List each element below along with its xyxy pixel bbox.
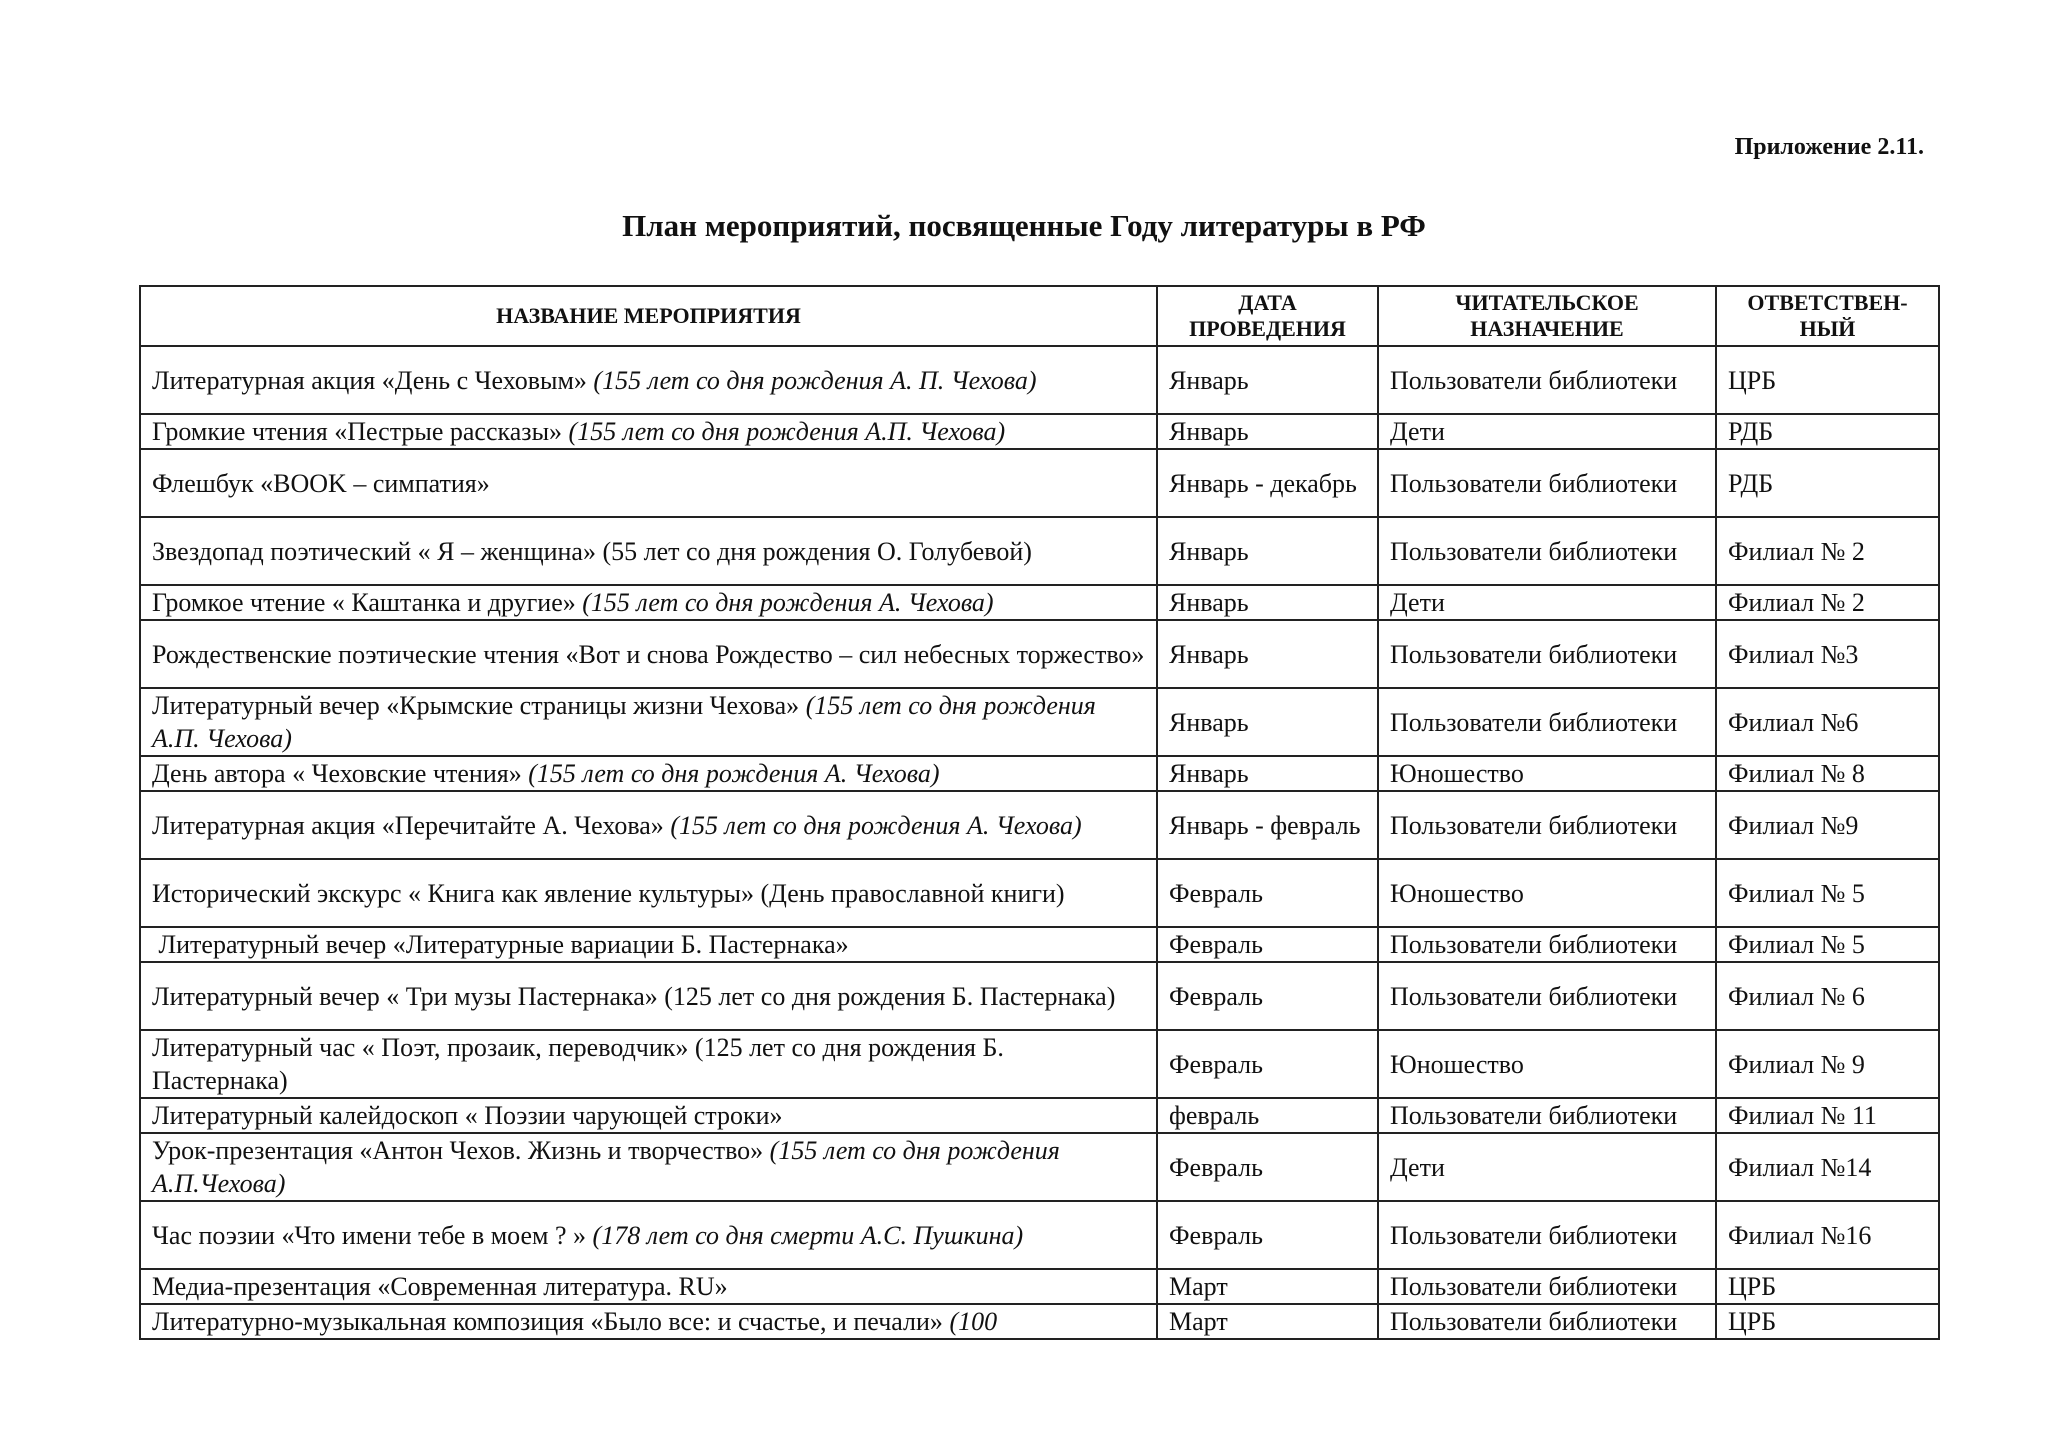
event-name: Флешбук «BOOK – симпатия» bbox=[152, 468, 490, 498]
event-name: Час поэзии «Что имени тебе в моем ? » bbox=[152, 1220, 587, 1250]
event-note: (100 bbox=[949, 1307, 998, 1336]
table-row bbox=[140, 927, 1939, 962]
event-responsible: ЦРБ bbox=[1716, 1269, 1939, 1304]
event-note: (155 лет со дня рождения А. Чехова) bbox=[528, 759, 940, 788]
event-note: (155 лет со дня рождения А.П. Чехова) bbox=[152, 691, 1096, 753]
event-responsible: ЦРБ bbox=[1716, 346, 1939, 414]
table-row bbox=[140, 962, 1939, 1030]
event-date: Февраль bbox=[1157, 1201, 1378, 1269]
event-name-cell bbox=[140, 756, 1157, 791]
event-responsible: Филиал № 2 bbox=[1716, 517, 1939, 585]
event-date: Февраль bbox=[1157, 1030, 1378, 1098]
event-responsible: Филиал №6 bbox=[1716, 688, 1939, 756]
event-name-cell bbox=[140, 1030, 1157, 1098]
event-responsible: Филиал №3 bbox=[1716, 620, 1939, 688]
table-row bbox=[140, 585, 1939, 620]
event-note: (155 лет со дня рождения А.П. Чехова) bbox=[568, 417, 1006, 446]
event-date: Январь bbox=[1157, 756, 1378, 791]
event-name: Громкие чтения «Пестрые рассказы» bbox=[152, 417, 563, 446]
event-note: (155 лет со дня рождения А.П.Чехова) bbox=[152, 1136, 1060, 1198]
table-row bbox=[140, 1133, 1939, 1201]
event-date: Февраль bbox=[1157, 927, 1378, 962]
event-audience: Пользователи библиотеки bbox=[1378, 620, 1716, 688]
table-row bbox=[140, 1304, 1939, 1339]
event-name-cell bbox=[140, 620, 1157, 688]
event-responsible: ЦРБ bbox=[1716, 1304, 1939, 1339]
event-name-cell bbox=[140, 1304, 1157, 1339]
event-name-cell bbox=[140, 414, 1157, 449]
event-name-cell bbox=[140, 1201, 1157, 1269]
table-row bbox=[140, 346, 1939, 414]
event-name: Литературный калейдоскоп « Поэзии чарующей строки» bbox=[152, 1101, 783, 1130]
page-title: План мероприятий, посвященные Году литературы в РФ bbox=[622, 208, 1426, 243]
events-table bbox=[139, 285, 1940, 1340]
event-responsible: Филиал № 5 bbox=[1716, 859, 1939, 927]
event-name-cell bbox=[140, 791, 1157, 859]
event-name-cell bbox=[140, 1133, 1157, 1201]
event-audience: Пользователи библиотеки bbox=[1378, 927, 1716, 962]
header-event-name: НАЗВАНИЕ МЕРОПРИЯТИЯ bbox=[140, 286, 1157, 346]
event-audience: Пользователи библиотеки bbox=[1378, 1269, 1716, 1304]
event-audience: Пользователи библиотеки bbox=[1378, 449, 1716, 517]
table-row bbox=[140, 517, 1939, 585]
event-name-cell bbox=[140, 449, 1157, 517]
event-note: (155 лет со дня рождения А. Чехова) bbox=[670, 810, 1082, 840]
table-row bbox=[140, 1030, 1939, 1098]
event-audience: Пользователи библиотеки bbox=[1378, 688, 1716, 756]
event-name: Литературная акция «Перечитайте А. Чехова» bbox=[152, 810, 664, 840]
event-date: Февраль bbox=[1157, 859, 1378, 927]
event-audience: Пользователи библиотеки bbox=[1378, 962, 1716, 1030]
event-note: (155 лет со дня рождения А. Чехова) bbox=[582, 588, 994, 617]
event-name-cell bbox=[140, 346, 1157, 414]
event-name-cell bbox=[140, 1098, 1157, 1133]
event-name: Литературный вечер «Крымские страницы жизни Чехова» bbox=[152, 691, 800, 720]
event-audience: Пользователи библиотеки bbox=[1378, 1098, 1716, 1133]
event-responsible: Филиал № 9 bbox=[1716, 1030, 1939, 1098]
event-responsible: Филиал № 6 bbox=[1716, 962, 1939, 1030]
event-date: Январь bbox=[1157, 517, 1378, 585]
header-date: ДАТА ПРОВЕДЕНИЯ bbox=[1157, 286, 1378, 346]
event-date: Февраль bbox=[1157, 1133, 1378, 1201]
event-name: Литературный час « Поэт, прозаик, переводчик» (125 лет со дня рождения Б. Пастернака) bbox=[152, 1033, 1004, 1095]
appendix-label: Приложение 2.11. bbox=[1734, 134, 1924, 160]
event-name: Громкое чтение « Каштанка и другие» bbox=[152, 588, 576, 617]
event-audience: Пользователи библиотеки bbox=[1378, 1304, 1716, 1339]
table-row bbox=[140, 688, 1939, 756]
event-date: февраль bbox=[1157, 1098, 1378, 1133]
event-date: Январь bbox=[1157, 585, 1378, 620]
header-responsible: ОТВЕТСТВЕН-НЫЙ bbox=[1716, 286, 1939, 346]
event-audience: Пользователи библиотеки bbox=[1378, 791, 1716, 859]
event-name: Рождественские поэтические чтения «Вот и снова Рождество – сил небесных торжество» bbox=[152, 639, 1145, 669]
event-name-cell bbox=[140, 927, 1157, 962]
event-audience: Дети bbox=[1378, 414, 1716, 449]
table-row bbox=[140, 791, 1939, 859]
event-audience: Юношество bbox=[1378, 1030, 1716, 1098]
table-row bbox=[140, 1201, 1939, 1269]
event-audience: Дети bbox=[1378, 1133, 1716, 1201]
event-responsible: РДБ bbox=[1716, 414, 1939, 449]
event-responsible: Филиал №16 bbox=[1716, 1201, 1939, 1269]
table-row bbox=[140, 449, 1939, 517]
table-row bbox=[140, 1269, 1939, 1304]
event-date: Январь bbox=[1157, 414, 1378, 449]
event-audience: Юношество bbox=[1378, 756, 1716, 791]
event-responsible: Филиал №14 bbox=[1716, 1133, 1939, 1201]
table-row bbox=[140, 859, 1939, 927]
table-header-row bbox=[140, 286, 1939, 346]
event-name: Урок-презентация «Антон Чехов. Жизнь и творчество» bbox=[152, 1136, 764, 1165]
event-responsible: Филиал № 5 bbox=[1716, 927, 1939, 962]
event-name: Литературно-музыкальная композиция «Было все: и счастье, и печали» bbox=[152, 1307, 943, 1336]
table-row bbox=[140, 1098, 1939, 1133]
header-audience: ЧИТАТЕЛЬСКОЕ НАЗНАЧЕНИЕ bbox=[1378, 286, 1716, 346]
event-responsible: РДБ bbox=[1716, 449, 1939, 517]
event-date: Февраль bbox=[1157, 962, 1378, 1030]
table-row bbox=[140, 620, 1939, 688]
event-date: Январь - февраль bbox=[1157, 791, 1378, 859]
event-date: Январь bbox=[1157, 688, 1378, 756]
event-date: Январь bbox=[1157, 620, 1378, 688]
event-responsible: Филиал № 2 bbox=[1716, 585, 1939, 620]
event-note: (155 лет со дня рождения А. П. Чехова) bbox=[593, 365, 1037, 395]
event-date: Январь bbox=[1157, 346, 1378, 414]
event-date: Март bbox=[1157, 1304, 1378, 1339]
event-name-cell bbox=[140, 962, 1157, 1030]
event-name: День автора « Чеховские чтения» bbox=[152, 759, 522, 788]
table-row bbox=[140, 756, 1939, 791]
event-name: Исторический экскурс « Книга как явление культуры» (День православной книги) bbox=[152, 878, 1065, 908]
event-date: Март bbox=[1157, 1269, 1378, 1304]
event-audience: Пользователи библиотеки bbox=[1378, 517, 1716, 585]
event-audience: Пользователи библиотеки bbox=[1378, 1201, 1716, 1269]
event-name: Литературная акция «День с Чеховым» bbox=[152, 365, 587, 395]
event-name-cell bbox=[140, 585, 1157, 620]
event-name: Звездопад поэтический « Я – женщина» (55 лет со дня рождения О. Голубевой) bbox=[152, 536, 1032, 566]
event-name: Литературный вечер «Литературные вариации Б. Пастернака» bbox=[152, 930, 849, 959]
event-name-cell bbox=[140, 517, 1157, 585]
event-name: Медиа-презентация «Современная литература. RU» bbox=[152, 1272, 728, 1301]
event-responsible: Филиал №9 bbox=[1716, 791, 1939, 859]
event-audience: Юношество bbox=[1378, 859, 1716, 927]
table-row bbox=[140, 414, 1939, 449]
event-note: (178 лет со дня смерти А.С. Пушкина) bbox=[592, 1220, 1024, 1250]
event-responsible: Филиал № 8 bbox=[1716, 756, 1939, 791]
event-name-cell bbox=[140, 688, 1157, 756]
event-audience: Пользователи библиотеки bbox=[1378, 346, 1716, 414]
event-name-cell bbox=[140, 1269, 1157, 1304]
event-name-cell bbox=[140, 859, 1157, 927]
event-date: Январь - декабрь bbox=[1157, 449, 1378, 517]
event-audience: Дети bbox=[1378, 585, 1716, 620]
event-name: Литературный вечер « Три музы Пастернака» (125 лет со дня рождения Б. Пастернака) bbox=[152, 981, 1116, 1011]
event-responsible: Филиал № 11 bbox=[1716, 1098, 1939, 1133]
